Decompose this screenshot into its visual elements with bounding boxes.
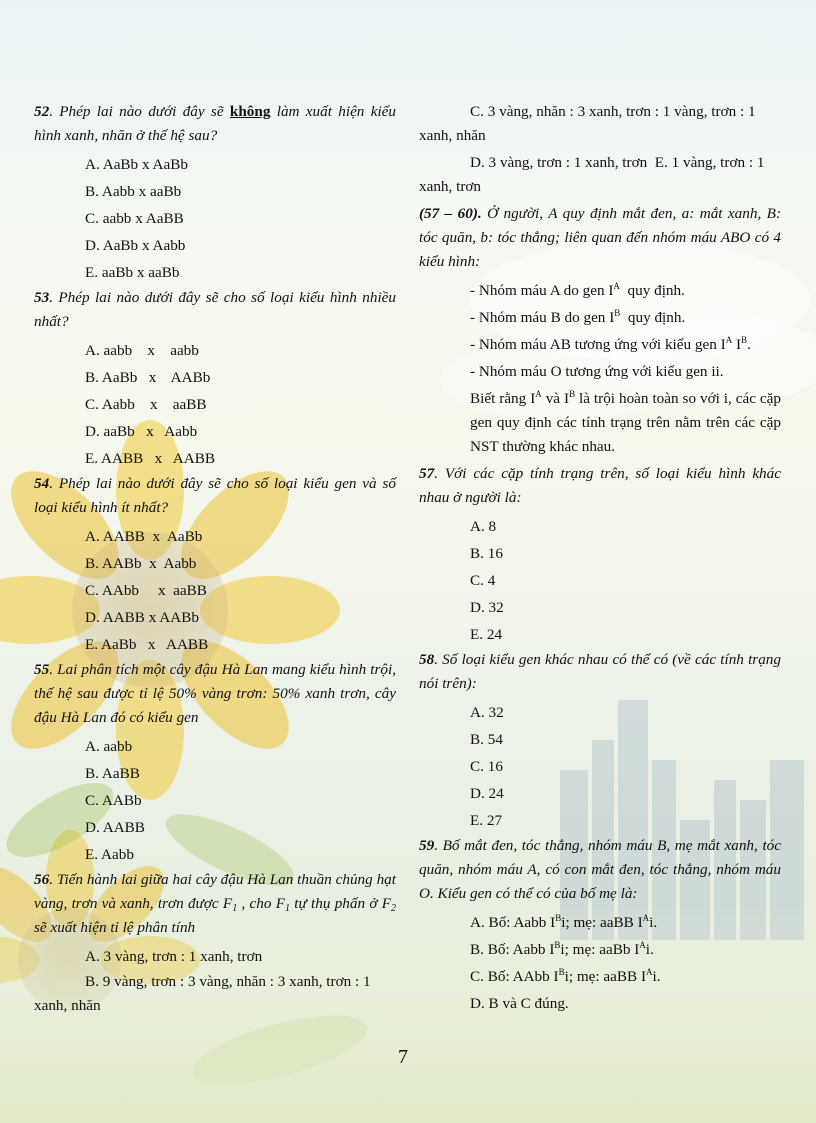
- answer-option: E. AABB x AABB: [85, 450, 215, 467]
- answer-option: C. Aabb x aaBB: [85, 396, 207, 413]
- blood-group-b-line: - Nhóm máu B do gen $I^B$ quy định.: [470, 308, 686, 326]
- answer-option: A. AaBb x AaBb: [85, 156, 188, 173]
- answer-option: B. 9 vàng, trơn : 3 vàng, nhăn : 3 xanh, trơn : 1 xanh, nhăn: [34, 973, 371, 1014]
- answer-option: B. 54: [470, 731, 503, 748]
- right-column: [419, 100, 781, 1017]
- answer-option: B. 16: [470, 545, 503, 562]
- answer-option: A. aabb: [85, 738, 133, 755]
- question-number: 59: [419, 837, 435, 854]
- question-range: (57 – 60).: [419, 205, 482, 222]
- question-number: 57: [419, 465, 435, 482]
- question-number: 56: [34, 871, 50, 888]
- question-52: 52. Phép lai nào dưới đây sẽ không làm xuất hiện kiểu hình xanh, nhăn ở thế hệ sau?: [34, 103, 396, 144]
- answer-option: D. B và C đúng.: [470, 995, 569, 1012]
- answer-option: A. 32: [470, 704, 504, 721]
- answer-option: E. AaBb x AABB: [85, 636, 209, 653]
- answer-option: D. aaBb x Aabb: [85, 423, 198, 440]
- answer-option: E. 24: [470, 626, 503, 643]
- answer-option: C. 3 vàng, nhăn : 3 xanh, trơn : 1 vàng, trơn : 1 xanh, nhăn: [419, 103, 756, 144]
- answer-option: C. AABb: [85, 792, 142, 809]
- page-number: 7: [398, 1046, 408, 1068]
- answer-option: B. Aabb x aaBb: [85, 183, 182, 200]
- answer-option: B. AaBb x AABb: [85, 369, 211, 386]
- question-56: 56. Tiến hành lai giữa hai cây đậu Hà Lan thuần chủng hạt vàng, trơn và xanh, trơn được $F_1$ , cho $F_1$ tự thụ phấn ở $F_2$ sẽ xuất hiện tỉ lệ phân tính: [34, 871, 396, 936]
- answer-option: D. AABB x AABb: [85, 609, 199, 626]
- answer-option: D. 3 vàng, trơn : 1 xanh, trơn E. 1 vàng, trơn : 1 xanh, trơn: [419, 154, 769, 195]
- question-53: 53. Phép lai nào dưới đây sẽ cho số loại kiểu hình nhiều nhất?: [34, 289, 396, 330]
- answer-option: C. 16: [470, 758, 503, 775]
- answer-option: D. 32: [470, 599, 504, 616]
- answer-option: E. Aabb: [85, 846, 134, 863]
- answer-option: D. AABB: [85, 819, 145, 836]
- answer-option: C. 4: [470, 572, 496, 589]
- blood-group-ab-line: - Nhóm máu AB tương ứng với kiểu gen $I^A$ $I^B$.: [470, 335, 751, 353]
- question-58: 58. Số loại kiểu gen khác nhau có thể có (về các tính trạng nói trên):: [419, 651, 781, 692]
- question-54: 54. Phép lai nào dưới đây sẽ cho số loại kiểu gen và số loại kiểu hình ít nhất?: [34, 475, 396, 516]
- emphasis-keyword: không: [229, 103, 271, 120]
- blood-group-o-line: - Nhóm máu O tương ứng với kiểu gen ii.: [470, 363, 724, 380]
- answer-option: A. 3 vàng, trơn : 1 xanh, trơn: [85, 948, 263, 965]
- answer-option: E. aaBb x aaBb: [85, 264, 180, 281]
- question-57-60-intro: (57 – 60). Ở người, A quy định mắt đen, a: mắt xanh, B: tóc quăn, b: tóc thẳng; liên quan đến nhóm máu ABO có 4 kiểu hình:: [419, 205, 781, 270]
- answer-option: D. 24: [470, 785, 504, 802]
- answer-option: B. AABb x Aabb: [85, 555, 197, 572]
- answer-option: A. aabb x aabb: [85, 342, 199, 359]
- answer-option: D. AaBb x Aabb: [85, 237, 186, 254]
- question-number: 58: [419, 651, 435, 668]
- question-55: 55. Lai phân tích một cây đậu Hà Lan mang kiểu hình trội, thế hệ sau được tỉ lệ 50% vàng trơn: 50% xanh trơn, cây đậu Hà Lan đó có kiểu gen: [34, 661, 396, 726]
- question-number: 53: [34, 289, 50, 306]
- question-number: 52: [34, 103, 50, 120]
- answer-option: A. AABB x AaBb: [85, 528, 203, 545]
- answer-option: B. Bố: Aabb $I^Bi$; mẹ: aaBb $I^Ai$.: [470, 940, 654, 958]
- left-column: [34, 100, 396, 1021]
- answer-option: E. 27: [470, 812, 503, 829]
- blood-group-a-line: - Nhóm máu A do gen $I^A$ quy định.: [470, 281, 685, 299]
- answer-option: C. Bố: AAbb $I^Bi$; mẹ: aaBB $I^Ai$.: [470, 967, 661, 985]
- question-number: 54: [34, 475, 50, 492]
- dominance-note: Biết rằng $I^A$ và $I^B$ là trội hoàn toàn so với i, các cặp gen quy định các tính trạng trên nằm trên các cặp NST thường khác nhau.: [470, 389, 781, 455]
- question-number: 55: [34, 661, 50, 678]
- answer-option: A. Bố: Aabb $I^Bi$; mẹ: aaBB $I^Ai$.: [470, 913, 658, 931]
- question-59: 59. Bố mắt đen, tóc thẳng, nhóm máu B, mẹ mắt xanh, tóc quăn, nhóm máu A, có con mắt đen, tóc thẳng, nhóm máu O. Kiểu gen có thể có của bố mẹ là:: [419, 837, 781, 902]
- answer-option: C. aabb x AaBB: [85, 210, 184, 227]
- answer-option: B. AaBB: [85, 765, 140, 782]
- answer-option: A. 8: [470, 518, 497, 535]
- question-57: 57. Với các cặp tính trạng trên, số loại kiểu hình khác nhau ở người là:: [419, 465, 781, 506]
- answer-option: C. AAbb x aaBB: [85, 582, 207, 599]
